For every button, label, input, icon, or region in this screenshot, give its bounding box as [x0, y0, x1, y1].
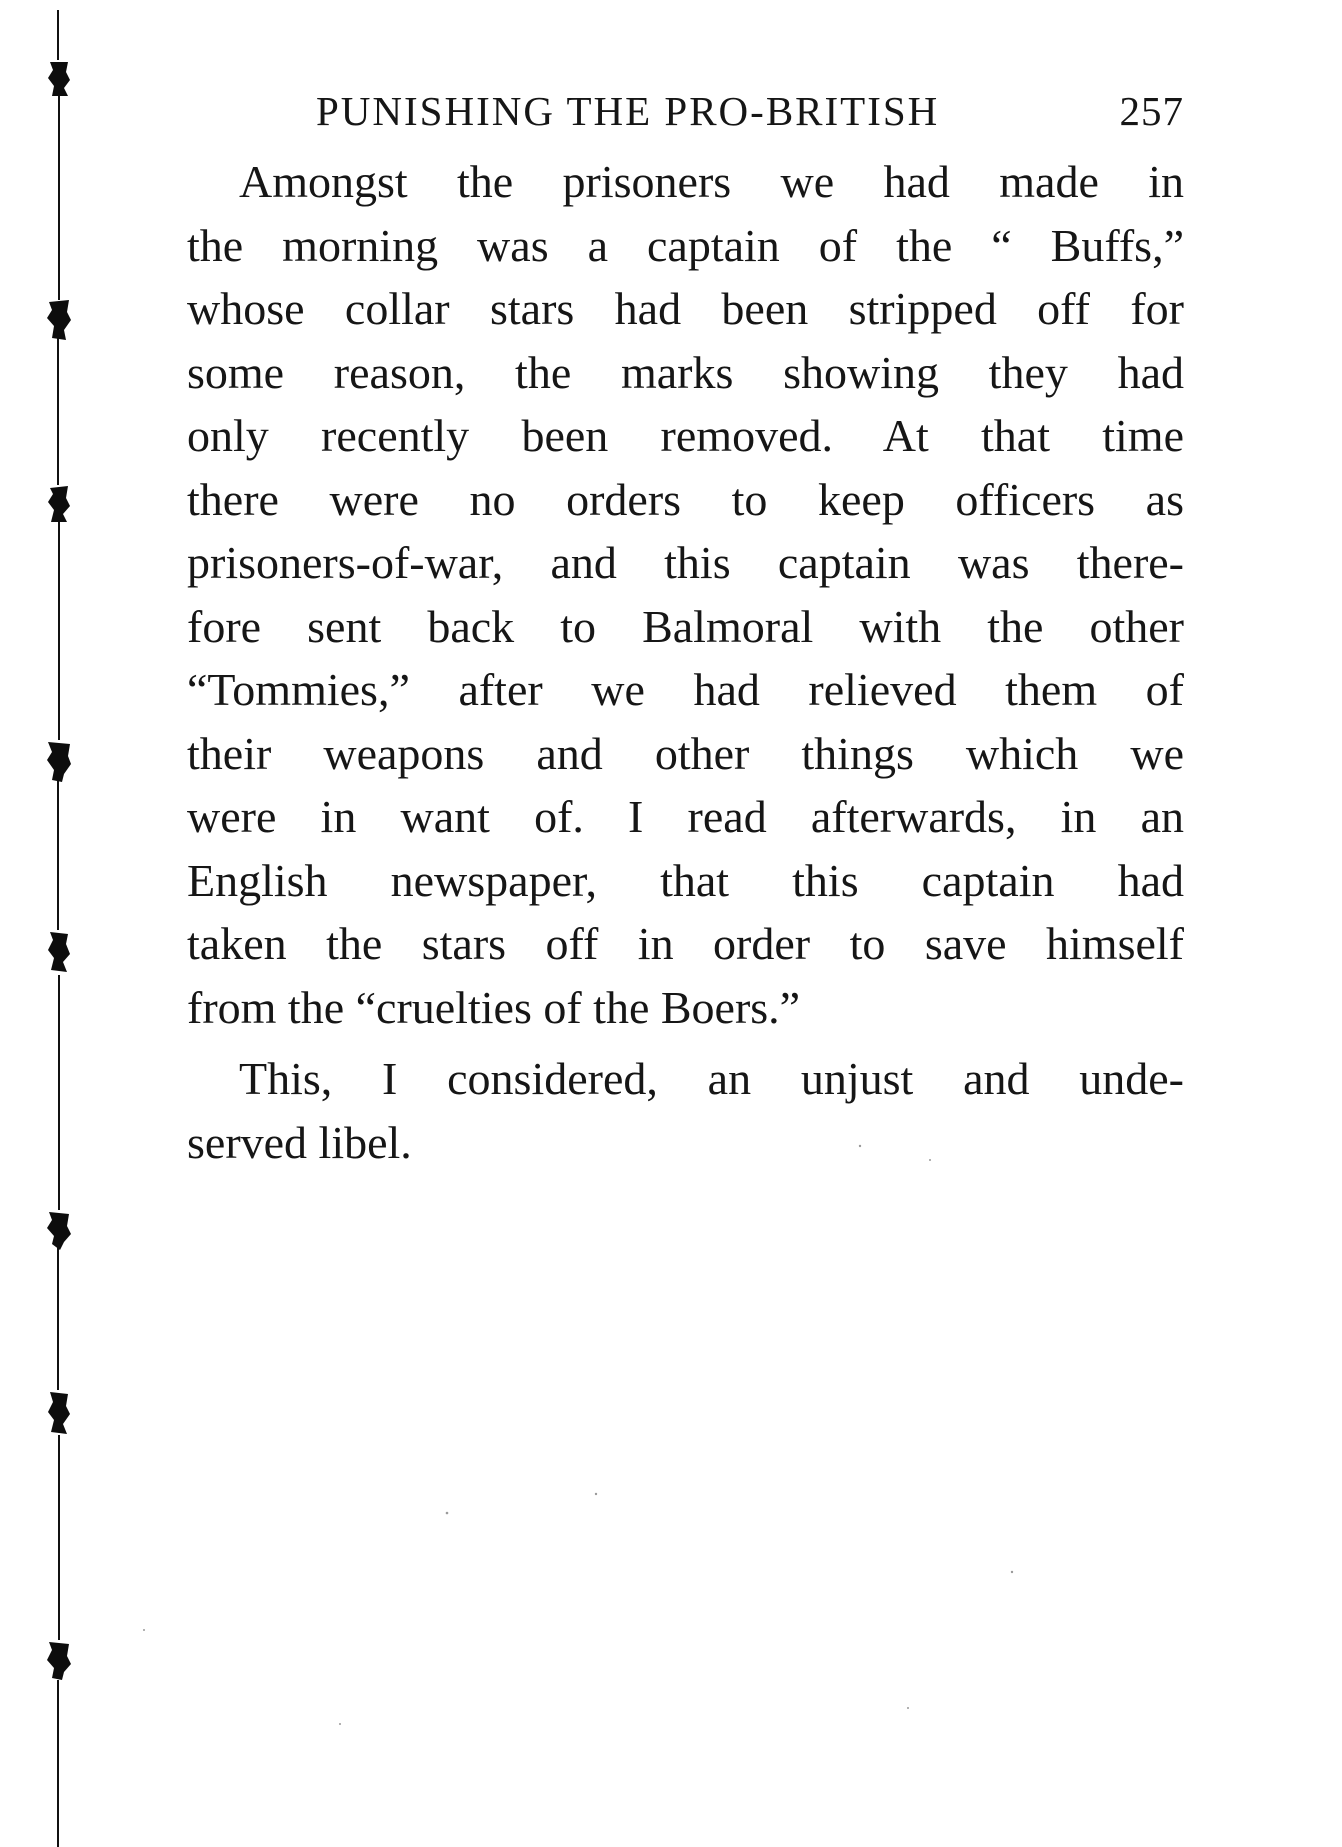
text-line: This, I considered, an unjust and unde-: [239, 1053, 1184, 1104]
text-line: taken the stars off in order to save himself: [187, 918, 1184, 969]
text-line: served libel.: [187, 1116, 412, 1168]
running-title: PUNISHING THE PRO-BRITISH: [316, 88, 940, 134]
text-line: only recently been removed. At that time: [187, 410, 1184, 461]
paragraph: [187, 1047, 1184, 1174]
text-line: English newspaper, that this captain had: [187, 854, 1184, 906]
binding-stitch-strip: [44, 0, 84, 1847]
page-header: [316, 86, 1184, 136]
text-line: Amongst the prisoners we had made in: [239, 156, 1184, 207]
paragraph-gap: [187, 1039, 1184, 1047]
paragraph: [187, 150, 1184, 1039]
text-line: prisoners-of-war, and this captain was there-: [187, 537, 1184, 588]
text-line: whose collar stars had been stripped off for: [187, 283, 1184, 334]
text-line: some reason, the marks showing they had: [187, 346, 1184, 398]
text-line: there were no orders to keep officers as: [187, 473, 1184, 525]
text-line: from the “cruelties of the Boers.”: [187, 981, 801, 1033]
text-line: “Tommies,” after we had relieved them of: [187, 664, 1184, 715]
page-number: 257: [1119, 88, 1184, 134]
text-line: fore sent back to Balmoral with the other: [187, 600, 1184, 652]
text-line: the morning was a captain of the “ Buffs,”: [187, 219, 1184, 271]
text-line: were in want of. I read afterwards, in an: [187, 791, 1184, 842]
text-line: their weapons and other things which we: [187, 727, 1184, 779]
body-text: [187, 150, 1184, 1174]
